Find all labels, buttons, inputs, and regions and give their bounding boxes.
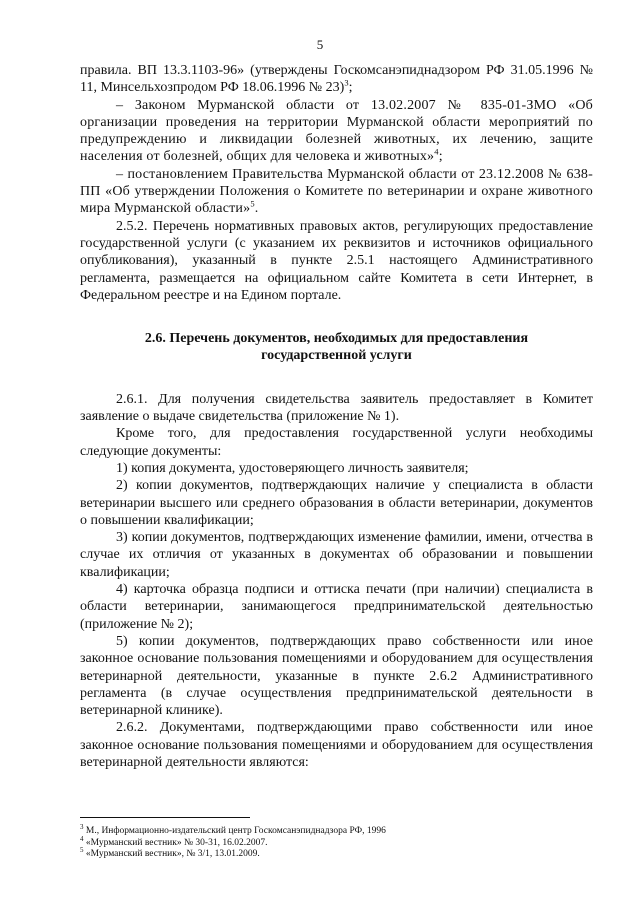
paragraph-2-6-2: 2.6.2. Документами, подтверждающими право собственности или иное законное основание пользования помещениями и оборудованием для осуществления ветеринарной деятельности являются: [80, 720, 593, 770]
footnote-5: $^5$ «Мурманский вестник», № 3/1, 13.01.2009. [80, 846, 260, 860]
document-body [80, 62, 593, 771]
section-heading-2-6 [80, 330, 593, 365]
list-item-2: 2) копии документов, подтверждающих наличие у специалиста в области ветеринарии высшего или среднего образования в области ветеринарии, документов о повышении квалификации; [80, 478, 593, 528]
paragraph-continuation: правила. ВП 13.3.1103-96» (утверждены Госкомсанэпиднадзором РФ 31.05.1996 № 11, Минсельхозпродом РФ 18.06.1996 № 23)$^3$; [80, 63, 593, 96]
heading-line-1: 2.6. Перечень документов, необходимых для предоставления [144, 331, 529, 347]
list-item-3: 3) копии документов, подтверждающих изменение фамилии, имени, отчества в случае их отличия от указанных в документах об образовании и повышении квалификации; [80, 530, 593, 580]
footnote-ref: 3 [344, 77, 349, 88]
footnote-3: $^3$ М., Информационно-издательский центр Госкомсанэпиднадзора РФ, 1996 [80, 822, 386, 836]
list-item-1: 1) копия документа, удостоверяющего личность заявителя; [116, 460, 469, 476]
footnotes [80, 822, 593, 861]
paragraph-2-6-1: 2.6.1. Для получения свидетельства заявитель предоставляет в Комитет заявление о выдаче свидетельства (приложение № 1). [80, 391, 593, 425]
footnote-ref: 4 [434, 146, 439, 157]
footnote-divider [80, 817, 250, 818]
paragraph-additionally: Кроме того, для предоставления государственной услуги необходимы следующие документы: [80, 426, 593, 459]
footnote-4: $^4$ «Мурманский вестник» № 30-31, 16.02.2007. [80, 834, 268, 848]
heading-line-2: государственной услуги [261, 348, 412, 364]
footnote-ref: 5 [250, 198, 255, 209]
list-item-4: 4) карточка образца подписи и оттиска печати (при наличии) специалиста в области ветеринарии, занимающегося предпринимательской деятельностью (приложение № 2); [80, 582, 593, 632]
page-number: 5 [316, 37, 324, 52]
paragraph-2-5-2: 2.5.2. Перечень нормативных правовых актов, регулирующих предоставление государственной услуги (с указанием их реквизитов и источников официального опубликования), указанный в пункте 2.5.1 настоящего Административного регламента, размещается на официальном сайте Комитета в сети Интернет, в Федеральном реестре и на Едином портале. [80, 218, 593, 303]
paragraph-law-murmansk: – Законом Мурманской области от 13.02.2007 № 835-01-ЗМО «Об организации проведения на территории Мурманской области мероприятий по предупреждению и ликвидации болезней животных, их лечению, защите населения от болезней, общих для человека и животных»$^4$; [80, 97, 593, 165]
list-item-5: 5) копии документов, подтверждающих право собственности или иное законное основание пользования помещениями и оборудованием для осуществления ветеринарной деятельности, указанные в пункте 2.6.2 Административного регламента (в случае осуществления предпринимательской деятельности в ветеринарной клинике). [80, 633, 593, 719]
paragraph-government-decree: – постановлением Правительства Мурманской области от 23.12.2008 № 638-ПП «Об утверждении Положения о Комитете по ветеринарии и охране животного мира Мурманской области»$^5$. [80, 166, 593, 217]
